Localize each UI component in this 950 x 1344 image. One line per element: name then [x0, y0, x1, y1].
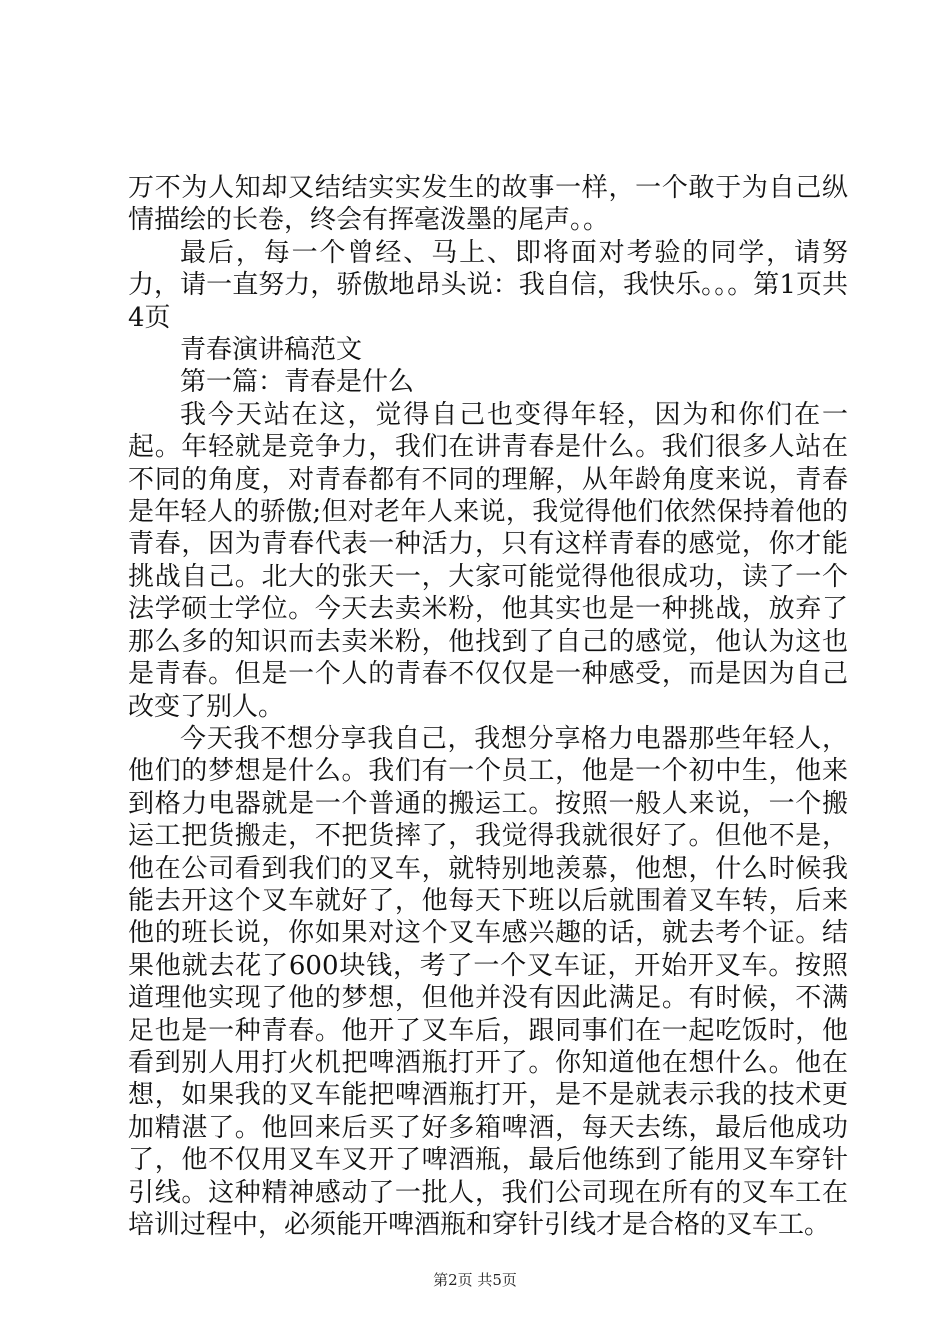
- document-body: [128, 172, 848, 1241]
- body-paragraph: 我今天站在这，觉得自己也变得年轻，因为和你们在一起。年轻就是竞争力，我们在讲青春是什么。我们很多人站在不同的角度，对青春都有不同的理解，从年龄角度来说，青春是年轻人的骄傲;但对老年人来说，我觉得他们依然保持着他的青春，因为青春代表一种活力，只有这样青春的感觉，你才能挑战自己。北大的张天一，大家可能觉得他很成功，读了一个法学硕士学位。今天去卖米粉，他其实也是一种挑战，放弃了那么多的知识而去卖米粉，他找到了自己的感觉，他认为这也是青春。但是一个人的青春不仅仅是一种感受，而是因为自己改变了别人。: [128, 399, 848, 722]
- section-heading: 第一篇：青春是什么: [180, 367, 415, 398]
- body-paragraph: 今天我不想分享我自己，我想分享格力电器那些年轻人，他们的梦想是什么。我们有一个员工，他是一个初中生，他来到格力电器就是一个普通的搬运工。按照一般人来说，一个搬运工把货搬走，不把货摔了，我觉得我就很好了。但他不是，他在公司看到我们的叉车，就特别地羡慕，他想，什么时候我能去开这个叉车就好了，他每天下班以后就围着叉车转，后来他的班长说，你如果对这个叉车感兴趣的话，就去考个证。结果他就去花了600块钱，考了一个叉车证，开始开叉车。按照道理他实现了他的梦想，但他并没有因此满足。有时候，不满足也是一种青春。他开了叉车后，跟同事们在一起吃饭时，他看到别人用打火机把啤酒瓶打开了。你知道他在想什么。他在想，如果我的叉车能把啤酒瓶打开，是不是就表示我的技术更加精湛了。他回来后买了好多箱啤酒，每天去练，最后他成功了，他不仅用叉车叉开了啤酒瓶，最后他练到了能用叉车穿针引线。这种精神感动了一批人，我们公司现在所有的叉车工在培训过程中，必须能开啤酒瓶和穿针引线才是合格的叉车工。: [128, 723, 848, 1240]
- paragraph-continuation: 万不为人知却又结结实实发生的故事一样，一个敢于为自己纵情描绘的长卷，终会有挥毫泼墨的尾声。。: [128, 173, 848, 236]
- paragraph-closing: 最后，每一个曾经、马上、即将面对考验的同学，请努力，请一直努力，骄傲地昂头说：我自信，我快乐。。。第1页共4页: [128, 237, 848, 333]
- page-number-footer: 第2页 共5页: [433, 1271, 517, 1289]
- document-title: 青春演讲稿范文: [180, 335, 363, 366]
